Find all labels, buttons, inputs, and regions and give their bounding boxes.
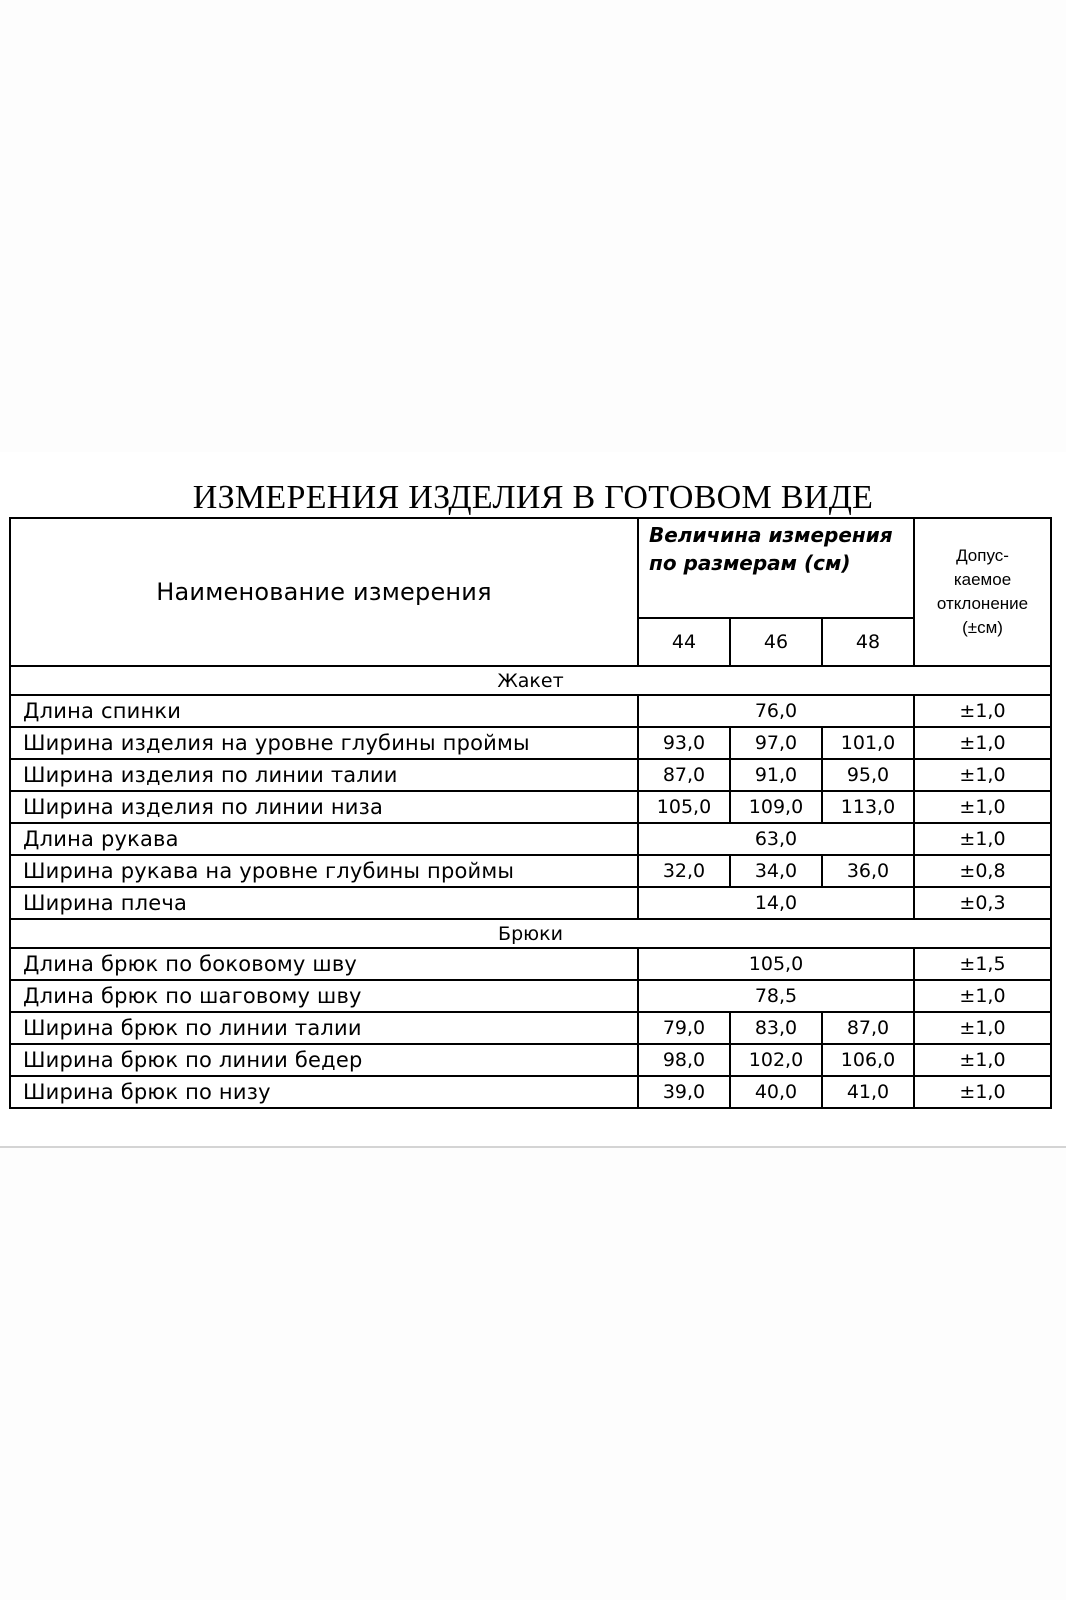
- table-row: [10, 727, 1051, 759]
- column-header-name: Наименование измерения: [10, 518, 638, 666]
- measurement-value: 39,0: [638, 1076, 730, 1108]
- tolerance-header-line: Допус-: [956, 546, 1009, 565]
- table-row: [10, 823, 1051, 855]
- size-header-46: 46: [730, 618, 822, 666]
- table-row: [10, 855, 1051, 887]
- measurement-value: 91,0: [730, 759, 822, 791]
- tolerance-value: ±1,0: [914, 695, 1051, 727]
- measurement-value: 78,5: [638, 980, 914, 1012]
- measurement-value: 87,0: [638, 759, 730, 791]
- section-row: [10, 666, 1051, 695]
- measurement-value: 32,0: [638, 855, 730, 887]
- measurement-value: 63,0: [638, 823, 914, 855]
- table-row: [10, 1044, 1051, 1076]
- measurement-value: 105,0: [638, 948, 914, 980]
- tolerance-value: ±0,8: [914, 855, 1051, 887]
- tolerance-value: ±1,0: [914, 791, 1051, 823]
- measurement-value: 41,0: [822, 1076, 914, 1108]
- header-row: [10, 518, 1051, 618]
- section-row: [10, 919, 1051, 948]
- measurement-name: Ширина брюк по линии талии: [10, 1012, 638, 1044]
- column-header-sizes: Величина измерения по размерам (см): [638, 518, 914, 618]
- measurement-value: 101,0: [822, 727, 914, 759]
- measurement-name: Ширина изделия на уровне глубины проймы: [10, 727, 638, 759]
- table-row: [10, 948, 1051, 980]
- measurement-value: 105,0: [638, 791, 730, 823]
- tolerance-value: ±1,0: [914, 1012, 1051, 1044]
- measurement-name: Ширина рукава на уровне глубины проймы: [10, 855, 638, 887]
- measurement-value: 76,0: [638, 695, 914, 727]
- table-row: [10, 980, 1051, 1012]
- tolerance-value: ±1,0: [914, 1076, 1051, 1108]
- measurement-value: 79,0: [638, 1012, 730, 1044]
- section-title: Брюки: [10, 919, 1051, 948]
- table-row: [10, 695, 1051, 727]
- tolerance-value: ±1,0: [914, 823, 1051, 855]
- measurement-name: Ширина плеча: [10, 887, 638, 919]
- measurement-value: 93,0: [638, 727, 730, 759]
- size-header-48: 48: [822, 618, 914, 666]
- table-row: [10, 759, 1051, 791]
- measurement-name: Длина брюк по боковому шву: [10, 948, 638, 980]
- tolerance-header-line: (±см): [962, 618, 1003, 637]
- measurement-value: 97,0: [730, 727, 822, 759]
- measurement-value: 34,0: [730, 855, 822, 887]
- measurement-name: Ширина изделия по линии низа: [10, 791, 638, 823]
- measurement-value: 36,0: [822, 855, 914, 887]
- document-title: ИЗМЕРЕНИЯ ИЗДЕЛИЯ В ГОТОВОМ ВИДЕ: [192, 479, 874, 516]
- measurement-value: 83,0: [730, 1012, 822, 1044]
- measurement-name: Ширина изделия по линии талии: [10, 759, 638, 791]
- measurement-name: Длина спинки: [10, 695, 638, 727]
- tolerance-value: ±1,0: [914, 759, 1051, 791]
- tolerance-header-line: отклонение: [936, 594, 1029, 613]
- measurement-value: 109,0: [730, 791, 822, 823]
- measurement-value: 113,0: [822, 791, 914, 823]
- bottom-divider: [0, 1146, 1066, 1148]
- measurement-name: Ширина брюк по линии бедер: [10, 1044, 638, 1076]
- tolerance-value: ±0,3: [914, 887, 1051, 919]
- tolerance-value: ±1,0: [914, 727, 1051, 759]
- size-header-44: 44: [638, 618, 730, 666]
- table-row: [10, 791, 1051, 823]
- table-row: [10, 887, 1051, 919]
- column-header-tolerance: [914, 518, 1051, 666]
- measurement-value: 14,0: [638, 887, 914, 919]
- tolerance-value: ±1,0: [914, 1044, 1051, 1076]
- measurement-value: 95,0: [822, 759, 914, 791]
- measurement-value: 40,0: [730, 1076, 822, 1108]
- measurement-name: Длина брюк по шаговому шву: [10, 980, 638, 1012]
- measurement-name: Ширина брюк по низу: [10, 1076, 638, 1108]
- section-title: Жакет: [10, 666, 1051, 695]
- table-row: [10, 1076, 1051, 1108]
- table-row: [10, 1012, 1051, 1044]
- tolerance-value: ±1,5: [914, 948, 1051, 980]
- measurement-value: 102,0: [730, 1044, 822, 1076]
- measurement-value: 98,0: [638, 1044, 730, 1076]
- measurement-value: 106,0: [822, 1044, 914, 1076]
- measurements-table: [9, 517, 1052, 1109]
- tolerance-value: ±1,0: [914, 980, 1051, 1012]
- measurement-name: Длина рукава: [10, 823, 638, 855]
- measurement-value: 87,0: [822, 1012, 914, 1044]
- tolerance-header-line: каемое: [953, 570, 1012, 589]
